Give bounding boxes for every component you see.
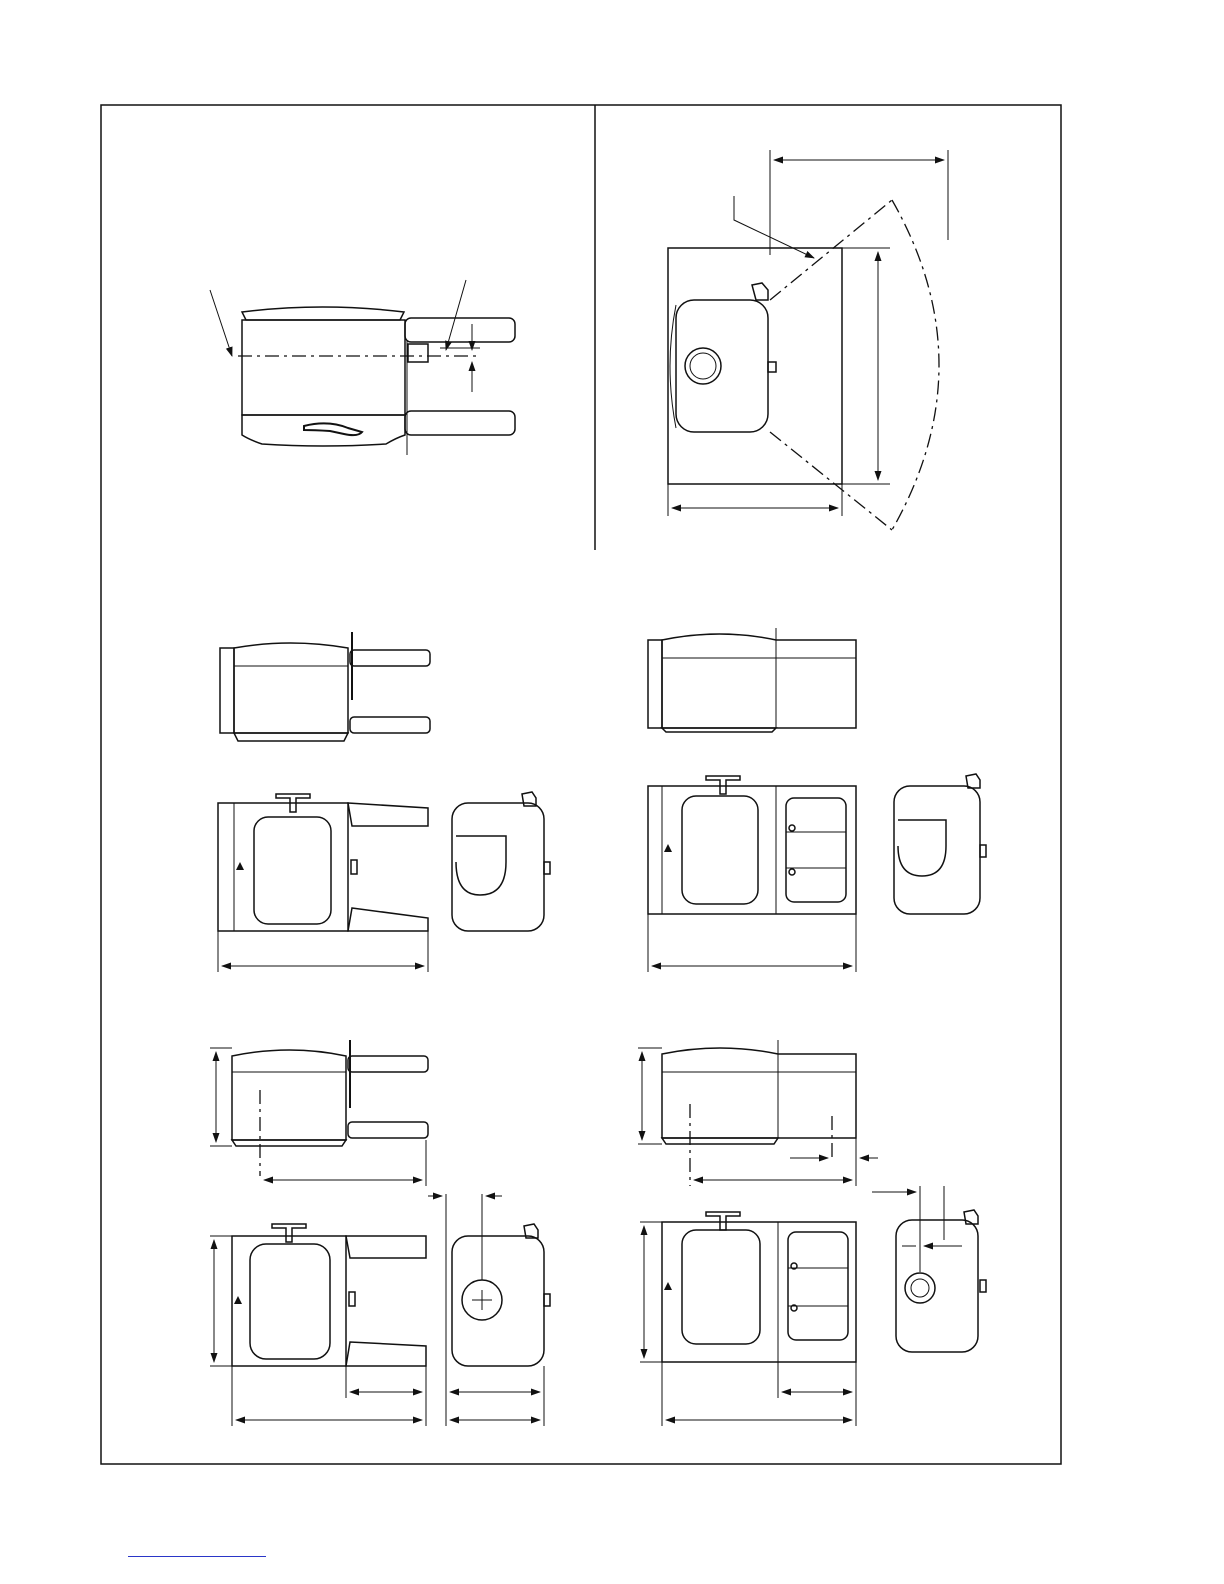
top-detail-view bbox=[210, 280, 515, 455]
large-unit-a-front-view bbox=[648, 776, 856, 972]
small-unit-b-top-view bbox=[210, 1040, 428, 1186]
small-unit-b-side-view bbox=[428, 1194, 550, 1426]
large-unit-b-front-view bbox=[640, 1212, 856, 1426]
door-swing-plan-view bbox=[668, 150, 948, 530]
small-unit-a-top-view bbox=[220, 632, 430, 741]
large-unit-a-side-view bbox=[894, 774, 986, 914]
large-unit-b-side-view bbox=[872, 1186, 986, 1352]
drawing-frame bbox=[101, 105, 1061, 1464]
small-unit-b-front-view bbox=[210, 1224, 426, 1426]
large-unit-a-top-view bbox=[648, 628, 856, 732]
footer-link-underline[interactable] bbox=[128, 1556, 266, 1557]
small-unit-a-front-view bbox=[218, 794, 428, 972]
large-unit-b-top-view bbox=[638, 1040, 878, 1186]
small-unit-a-side-view bbox=[452, 792, 550, 931]
